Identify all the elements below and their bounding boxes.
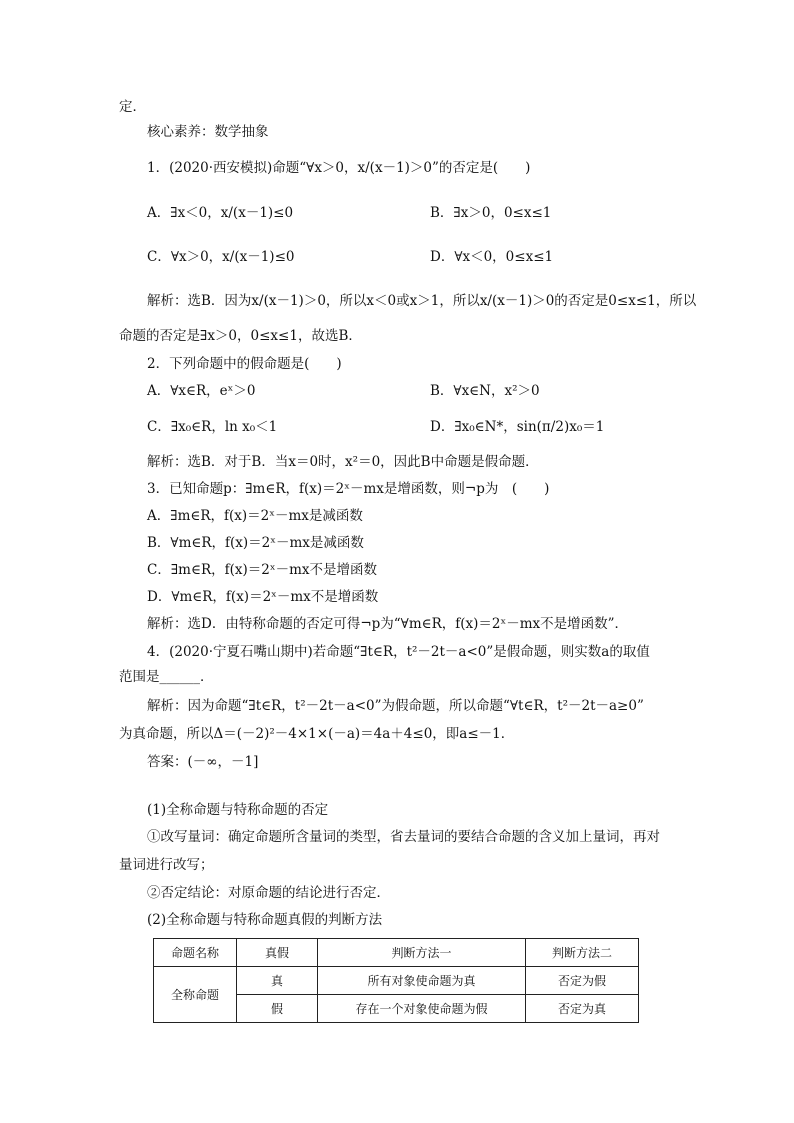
text-line: (2)全称命题与特称命题真假的判断方法: [147, 912, 383, 928]
text-line: 解析：选B．对于B．当x＝0时，x²＝0，因此B中命题是假命题．: [147, 454, 539, 470]
table-header-cell: 命题名称: [154, 939, 237, 967]
text-line: 答案：(－∞，－1]: [147, 754, 259, 770]
judgment-method-table: [153, 938, 639, 1023]
table-header-cell: 真假: [237, 939, 318, 967]
text-line: A．∀x∈R，eˣ＞0: [147, 383, 256, 399]
text-line: ②否定结论：对原命题的结论进行否定．: [147, 885, 390, 901]
text-line: (1)全称命题与特称命题的否定: [147, 802, 329, 818]
text-line: 命题的否定是∃x＞0，0≤x≤1，故选B．: [119, 328, 362, 344]
text-line: D．∀m∈R，f(x)＝2ˣ－mx不是增函数: [147, 589, 379, 605]
text-line: D．∃x₀∈N*，sin(π/2)x₀＝1: [430, 419, 605, 435]
table-header-cell: 判断方法二: [526, 939, 639, 967]
text-line: 解析：选B．因为x/(x－1)＞0，所以x＜0或x＞1，所以x/(x－1)＞0的否定是0≤x≤1，所以: [147, 293, 697, 309]
table-cell: 否定为假: [526, 967, 639, 995]
text-line: 2．下列命题中的假命题是( ): [147, 356, 342, 372]
table-header-cell: 判断方法一: [318, 939, 526, 967]
table-cell: 否定为真: [526, 995, 639, 1023]
table-row: [154, 967, 639, 995]
table-group-cell: 全称命题: [154, 967, 237, 1023]
text-line: 4．(2020·宁夏石嘴山期中)若命题“∃t∈R，t²－2t－a<0”是假命题，则实数a的取值: [147, 644, 650, 660]
text-line: 核心素养：数学抽象: [147, 124, 269, 140]
table-cell: 存在一个对象使命题为假: [318, 995, 526, 1023]
text-line: ①改写量词：确定命题所含量词的类型，省去量词的要结合命题的含义加上量词，再对: [147, 829, 660, 845]
text-line: 范围是______．: [119, 669, 214, 685]
text-line: A．∃m∈R，f(x)＝2ˣ－mx是减函数: [147, 508, 363, 524]
table-header-row: [154, 939, 639, 967]
text-line: D．∀x＜0，0≤x≤1: [430, 249, 554, 265]
text-line: B．∀m∈R，f(x)＝2ˣ－mx是减函数: [147, 535, 364, 551]
text-line: C．∃x₀∈R，ln x₀＜1: [147, 419, 278, 435]
text-line: C．∀x＞0，x/(x－1)≤0: [147, 249, 295, 265]
text-line: B．∀x∈N，x²＞0: [430, 383, 540, 399]
text-line: C．∃m∈R，f(x)＝2ˣ－mx不是增函数: [147, 562, 377, 578]
table-cell: 真: [237, 967, 318, 995]
table-cell: 所有对象使命题为真: [318, 967, 526, 995]
text-line: 定．: [119, 99, 146, 115]
text-line: 3．已知命题p：∃m∈R，f(x)＝2ˣ－mx是增函数，则¬p为 ( ): [147, 481, 550, 497]
text-line: A．∃x＜0，x/(x－1)≤0: [147, 205, 294, 221]
table-cell: 假: [237, 995, 318, 1023]
text-line: 量词进行改写；: [119, 857, 214, 873]
text-line: B．∃x＞0，0≤x≤1: [430, 205, 552, 221]
text-line: 解析：选D．由特称命题的否定可得¬p为“∀m∈R，f(x)＝2ˣ－mx不是增函数”．: [147, 616, 629, 632]
text-line: 为真命题，所以Δ＝(－2)²－4×1×(－a)＝4a＋4≤0，即a≤－1．: [119, 726, 515, 742]
text-line: 1．(2020·西安模拟)命题“∀x＞0，x/(x－1)＞0”的否定是( ): [147, 160, 531, 176]
text-line: 解析：因为命题“∃t∈R，t²－2t－a<0”为假命题，所以命题“∀t∈R，t²－2t－a≥0”: [147, 698, 644, 714]
